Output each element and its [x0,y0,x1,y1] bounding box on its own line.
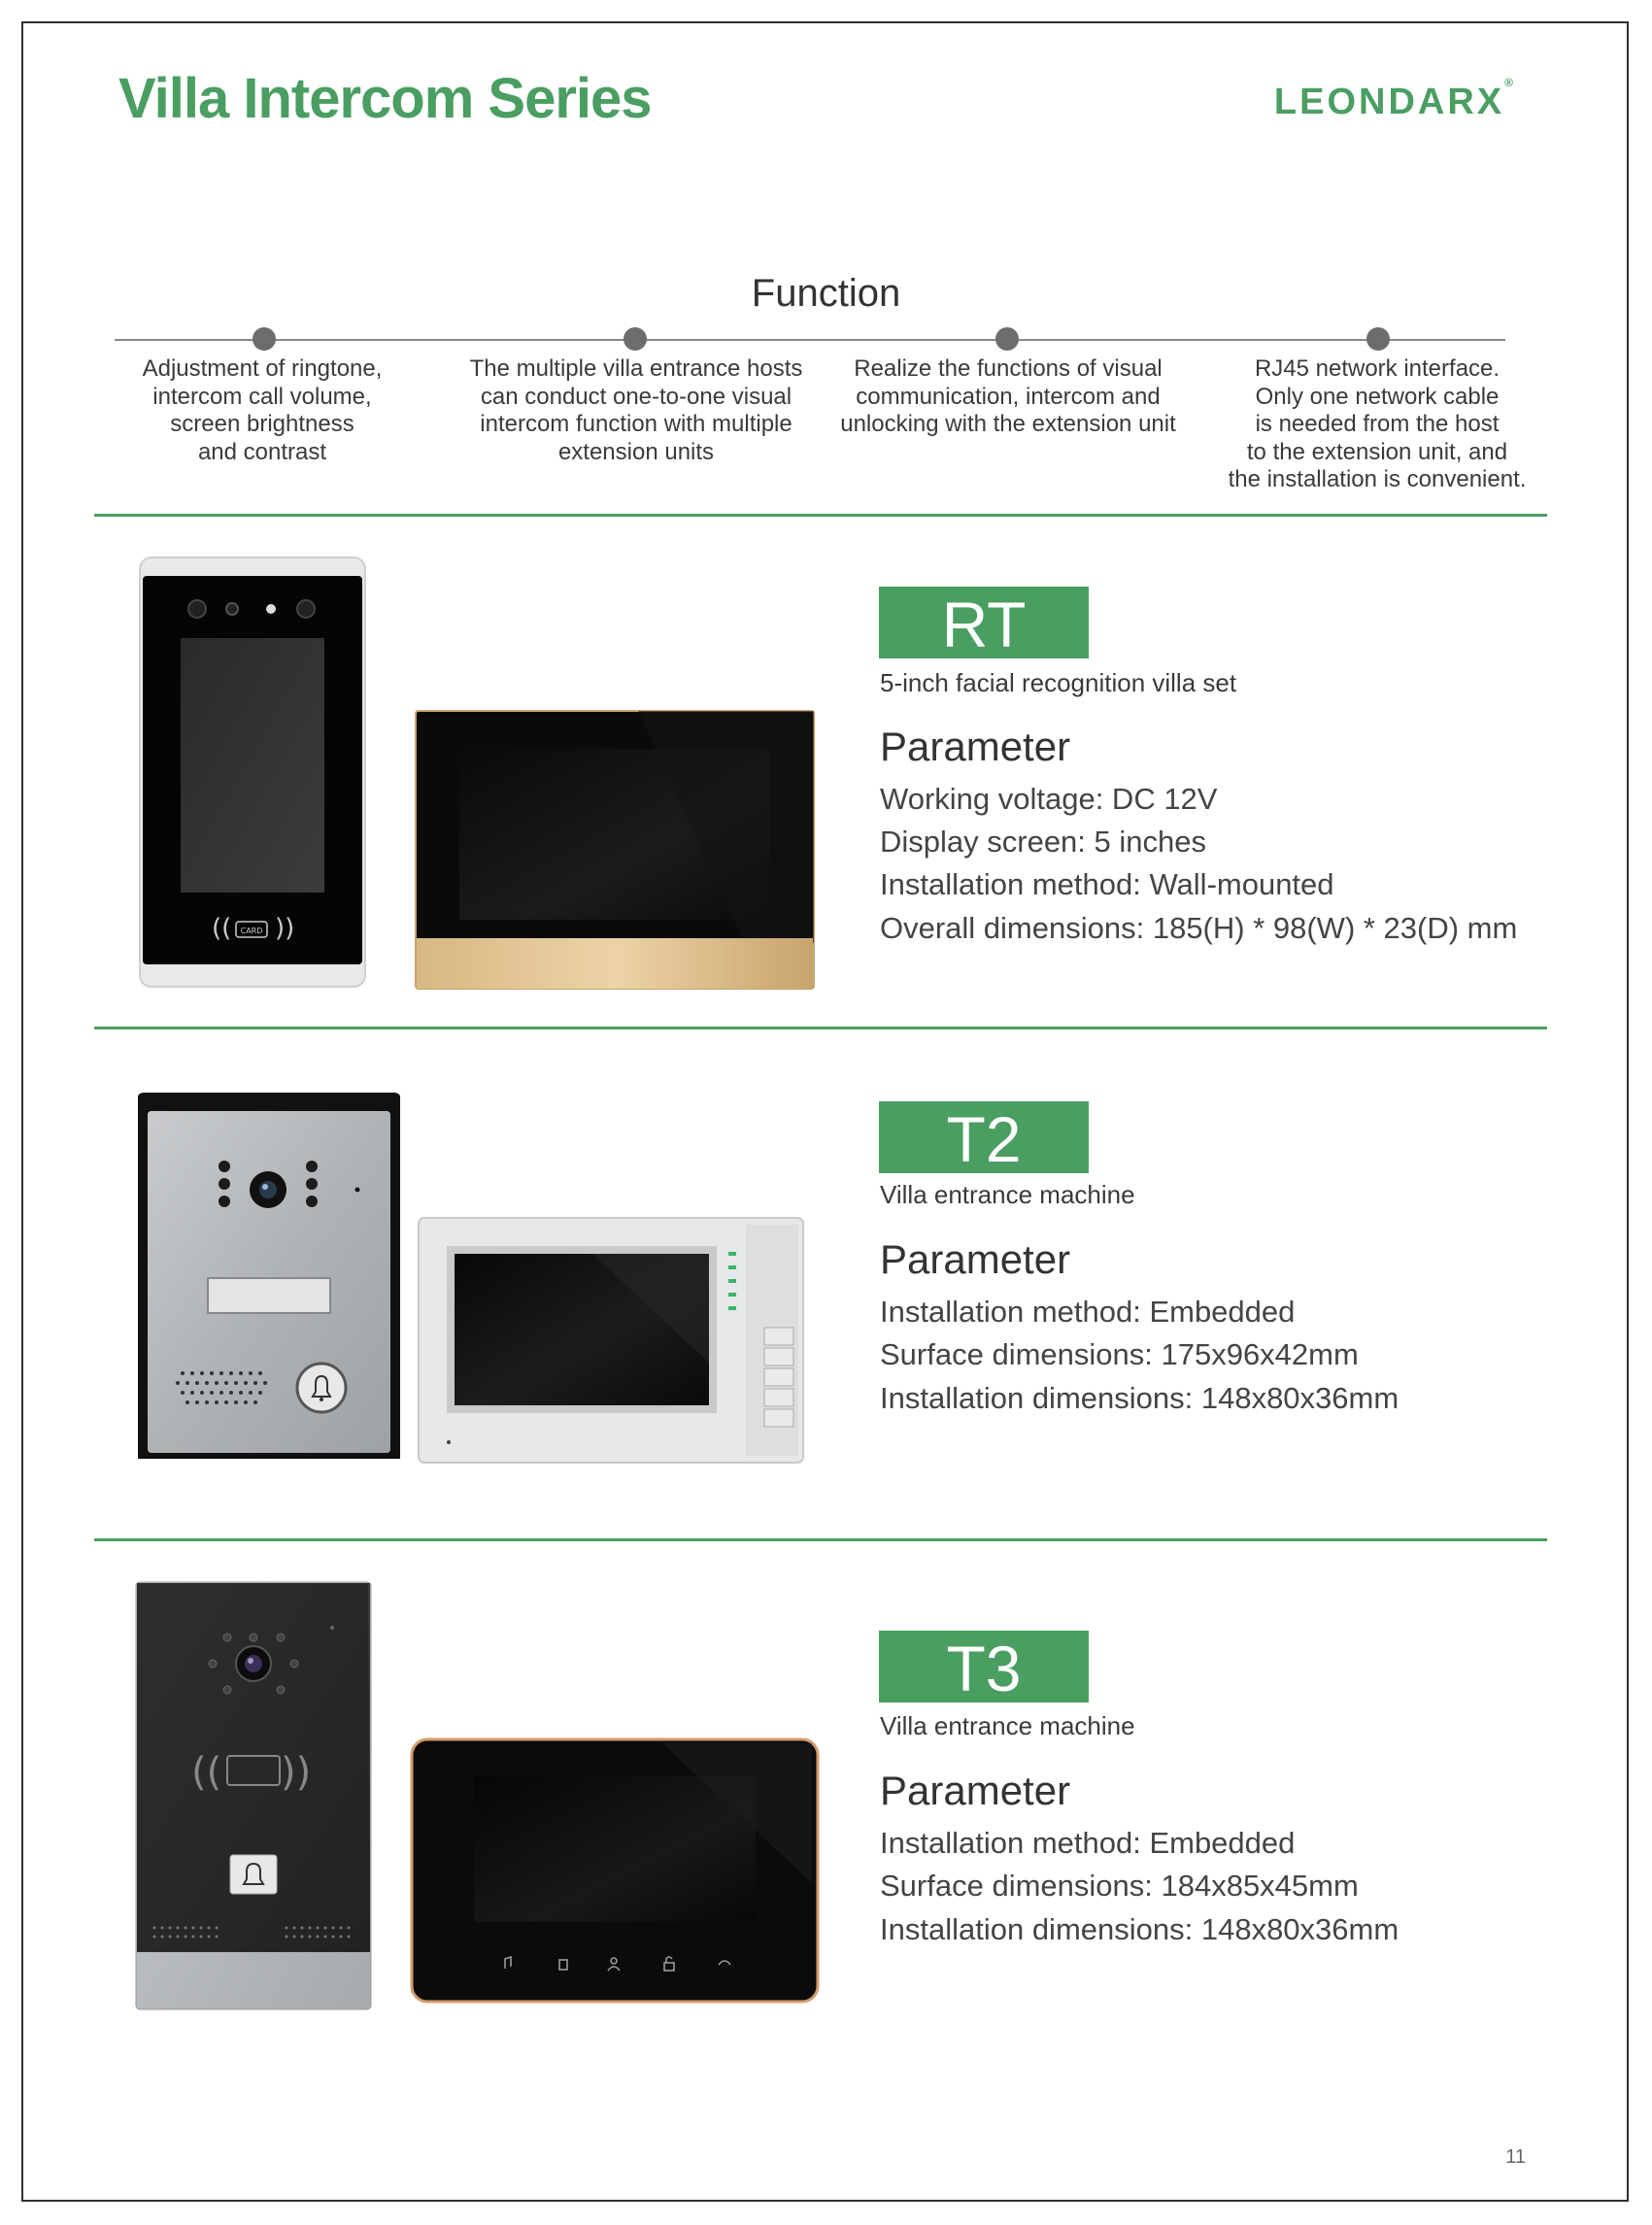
svg-text:((: (( [191,1750,222,1795]
svg-text:((: (( [212,914,232,943]
param-line: Installation method: Wall-mounted [880,867,1334,901]
svg-text:)): )) [281,1750,312,1795]
param-line: Installation dimensions: 148x80x36mm [880,1912,1399,1946]
param-line: Surface dimensions: 175x96x42mm [880,1337,1359,1371]
param-line: Display screen: 5 inches [880,825,1206,859]
param-line: Installation dimensions: 148x80x36mm [880,1381,1399,1415]
registered-mark: ® [1504,76,1516,89]
param-line: Overall dimensions: 185(H) * 98(W) * 23(D) mm [880,911,1518,945]
param-line: Working voltage: DC 12V [880,782,1218,816]
timeline-dot [624,327,647,351]
function-item-2: The multiple villa entrance hosts can conduct one-to-one visual intercom function with multiple extension units [469,355,803,465]
timeline-dot [253,327,276,351]
function-heading: Function [751,272,901,315]
product-subtitle: Villa entrance machine [880,1711,1135,1740]
t2-door-station [134,1092,404,1463]
parameter-heading: Parameter [880,1768,1071,1813]
t2-indoor-monitor-image [418,1217,804,1464]
section-divider [94,514,1547,517]
svg-text:)): )) [275,914,295,943]
section-divider [94,1027,1547,1029]
brand-name: LEONDARX [1273,82,1505,122]
param-line: Surface dimensions: 184x85x45mm [880,1869,1359,1903]
model-badge-t3: T3 [879,1631,1089,1702]
timeline-dot [995,327,1019,351]
timeline-dot [1366,327,1390,351]
product-subtitle: 5-inch facial recognition villa set [880,668,1237,697]
section-divider [94,1538,1547,1541]
t3-indoor-monitor-image [410,1737,820,2004]
function-item-3: Realize the functions of visual communication, intercom and unlocking with the extension unit [840,355,1176,437]
t3-door-station-image [135,1581,372,2010]
rt-door-station-image [139,556,366,988]
parameter-heading: Parameter [880,724,1071,769]
rt-indoor-monitor-image [415,710,815,990]
brand-logo [1273,76,1516,123]
model-badge-rt: RT [879,587,1089,658]
page-title: Villa Intercom Series [118,67,652,130]
card-label: CARD [240,927,263,935]
param-line: Installation method: Embedded [880,1826,1296,1860]
model-badge-t2: T2 [879,1101,1089,1173]
function-item-1: Adjustment of ringtone, intercom call volume, screen brightness and contrast [142,355,383,465]
function-timeline [115,339,1505,341]
product-subtitle: Villa entrance machine [880,1180,1135,1209]
page-number: 11 [1505,2146,1526,2168]
param-line: Installation method: Embedded [880,1295,1296,1329]
function-item-4: RJ45 network interface. Only one network cable is needed from the host to the extension unit, and the installation is convenient. [1228,355,1527,492]
parameter-heading: Parameter [880,1236,1071,1282]
